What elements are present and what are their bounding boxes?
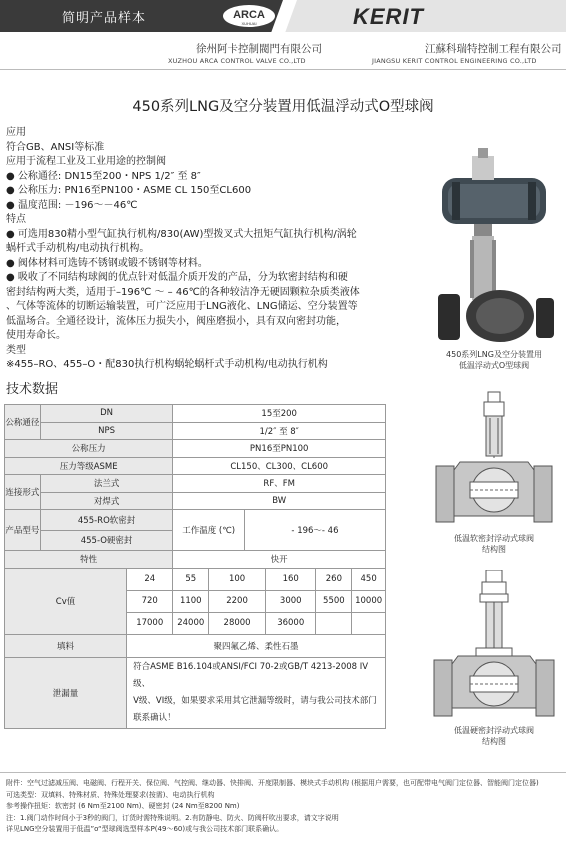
- pressure-label: 公称压力: [5, 440, 173, 458]
- valve-photo: [428, 136, 560, 346]
- leakage-value: [127, 657, 386, 728]
- logo-text: ARCA: [233, 9, 265, 21]
- soft-seal-caption: [430, 533, 558, 555]
- section-title: 技术数据: [6, 382, 59, 397]
- cv-cell: 1100: [173, 590, 209, 612]
- footer-notes: [6, 778, 562, 836]
- footer-divider: [0, 772, 566, 773]
- header-left-bar: [0, 0, 283, 32]
- temp-value: - 196～- 46: [244, 510, 385, 551]
- header-right-bar: [283, 0, 566, 32]
- nps-value: 1/2″ 至 8″: [173, 422, 386, 440]
- company-left-en: XUZHOU ARCA CONTROL VALVE CO.,LTD: [168, 57, 306, 65]
- body-line: 密封结构两大类，适用于–196℃ ～ – 46℃的各种较洁净无硬固颗粒杂质类液体: [6, 286, 360, 298]
- caption-line: 低温软密封浮动式球阀: [454, 534, 534, 543]
- cv-cell: 24: [127, 568, 173, 590]
- body-line: ● 公称通径: DN15至200・NPS 1/2″ 至 8″: [6, 170, 201, 182]
- leakage-line: 联系确认！: [133, 712, 176, 723]
- header-divider: [0, 69, 566, 70]
- body-line: ● 公称压力: PN16至PN100・ASME CL 150至CL600: [6, 185, 252, 196]
- leakage-line: V级、VI级，如果要求采用其它泄漏等级时，请与我公司技术部门: [133, 695, 377, 706]
- flange-label: 法兰式: [40, 475, 173, 493]
- body-line: ● 温度范围: －196～－46℃: [6, 199, 138, 211]
- feature-label: 特性: [5, 551, 173, 569]
- cv-cell: [352, 612, 386, 634]
- asme-label: 压力等级ASME: [5, 457, 173, 475]
- cv-cell: [316, 612, 352, 634]
- body-line: 使用寿命长。: [6, 330, 66, 341]
- cv-cell: 100: [209, 568, 266, 590]
- hard-seal-caption: [430, 725, 558, 747]
- dn-label: DN: [40, 405, 173, 423]
- hard-seal-model: 455-O硬密封: [40, 530, 173, 551]
- body-line: 低温场合。全通径设计，流体压力损失小，阀座磨损小，具有双向密封功能，: [6, 315, 346, 327]
- caption-line: 结构图: [482, 545, 506, 554]
- caption-line: 结构图: [482, 737, 506, 746]
- company-left-cn: 徐州阿卡控制閥門有限公司: [196, 43, 322, 55]
- cv-cell: 28000: [209, 612, 266, 634]
- cv-cell: 24000: [173, 612, 209, 634]
- asme-value: CL150、CL300、CL600: [173, 457, 386, 475]
- page-title: 450系列LNG及空分装置用低温浮动式O型球阀: [132, 99, 434, 115]
- cv-cell: 260: [316, 568, 352, 590]
- arca-logo: [221, 4, 277, 28]
- body-line: ※455–RO、455–O・配830执行机构蜗轮蜗杆式手动机构/电动执行机构: [6, 359, 328, 370]
- body-line: 应用于流程工业及工业用途的控制阀: [6, 156, 166, 167]
- leakage-line: 符合ASME B16.104或ANSI/FCI 70-2或GB/T 4213-2008 IV级、: [133, 661, 369, 689]
- hard-seal-drawing: [430, 570, 558, 722]
- note-line: 参考操作扭矩：软密封 (6 Nm至2100 Nm)、硬密封 (24 Nm至8200 Nm): [6, 802, 240, 810]
- weld-value: BW: [173, 492, 386, 510]
- cv-cell: 55: [173, 568, 209, 590]
- connection-label: 连接形式: [5, 475, 41, 510]
- feature-value: 快开: [173, 551, 386, 569]
- description: [6, 126, 426, 373]
- cv-cell: 36000: [265, 612, 316, 634]
- body-line: ● 阀体材料可选铸不锈钢或锻不锈钢等材料。: [6, 257, 208, 269]
- body-line: 、气体等流体的切断运输装置，可广泛应用于LNG液化、LNG储运、空分装置等: [6, 301, 358, 312]
- cv-label: Cv值: [5, 568, 127, 634]
- model-label: 产品型号: [5, 510, 41, 551]
- packing-value: 聚四氟乙烯、柔性石墨: [127, 634, 386, 657]
- packing-label: 填料: [5, 634, 127, 657]
- nps-label: NPS: [40, 422, 173, 440]
- cv-cell: 5500: [316, 590, 352, 612]
- note-line: 详见LNG空分装置用于低温”o“型球阀选型样本P(49～60)或与我公司技术部门联系确认。: [6, 825, 284, 833]
- cv-cell: 17000: [127, 612, 173, 634]
- note-line: 可选类型：双填料、特殊材质、特殊处理要求(按需)、电动执行机构: [6, 790, 215, 799]
- note-line: 注：1.阀门动作时间小于3秒的阀门，订货时需特殊说明。2.有防静电、防火、防阀杆吹出要求，请文字说明: [6, 813, 339, 822]
- soft-seal-model: 455-RO软密封: [40, 510, 173, 531]
- pressure-value: PN16至PN100: [173, 440, 386, 458]
- cv-cell: 2200: [209, 590, 266, 612]
- cv-cell: 160: [265, 568, 316, 590]
- soft-seal-drawing: [430, 390, 558, 530]
- body-line: ● 吸收了不同结构球阀的优点针对低温介质开发的产品，分为软密封结构和硬: [6, 272, 348, 283]
- temp-label: 工作温度 (℃): [173, 510, 245, 551]
- caption-line: 低温浮动式O型球阀: [458, 361, 530, 370]
- nominal-size-label: 公称通径: [5, 405, 41, 440]
- cv-cell: 10000: [352, 590, 386, 612]
- body-line: 类型: [6, 344, 26, 356]
- caption-line: 低温硬密封浮动式球阀: [454, 726, 534, 735]
- spec-table: [4, 404, 386, 729]
- company-right-en: JIANGSU KERIT CONTROL ENGINEERING CO.,LTD: [372, 57, 537, 65]
- cv-cell: 450: [352, 568, 386, 590]
- body-line: ● 可选用830精小型气缸执行机构/830(AW)型拨叉式大扭矩气缸执行机构/涡轮: [6, 228, 357, 240]
- dn-value: 15至200: [173, 405, 386, 423]
- note-line: 附件：空气过滤减压阀、电磁阀、行程开关、保位阀、气控阀、继动器、快排阀、开度限制器、模块式手动机构 (根据用户需要，也可配带电气阀门定位器、智能阀门定位器): [6, 779, 539, 787]
- cv-cell: 720: [127, 590, 173, 612]
- body-line: 应用: [6, 127, 26, 138]
- flange-value: RF、FM: [173, 475, 386, 493]
- body-line: 蜗杆式手动机构/电动执行机构。: [6, 243, 150, 254]
- body-line: 符合GB、ANSI等标准: [6, 141, 105, 153]
- caption-line: 450系列LNG及空分装置用: [446, 350, 542, 359]
- logo-sub: XUHUAI: [241, 21, 257, 26]
- company-right-cn: 江蘇科瑞特控制工程有限公司: [425, 43, 562, 55]
- weld-label: 对焊式: [40, 492, 173, 510]
- kerit-logo: KERIT: [353, 4, 424, 29]
- body-line: 特点: [6, 214, 26, 225]
- header-title: 简明产品样本: [62, 11, 147, 26]
- cv-cell: 3000: [265, 590, 316, 612]
- leakage-label: 泄漏量: [5, 657, 127, 728]
- photo-caption: [430, 349, 558, 371]
